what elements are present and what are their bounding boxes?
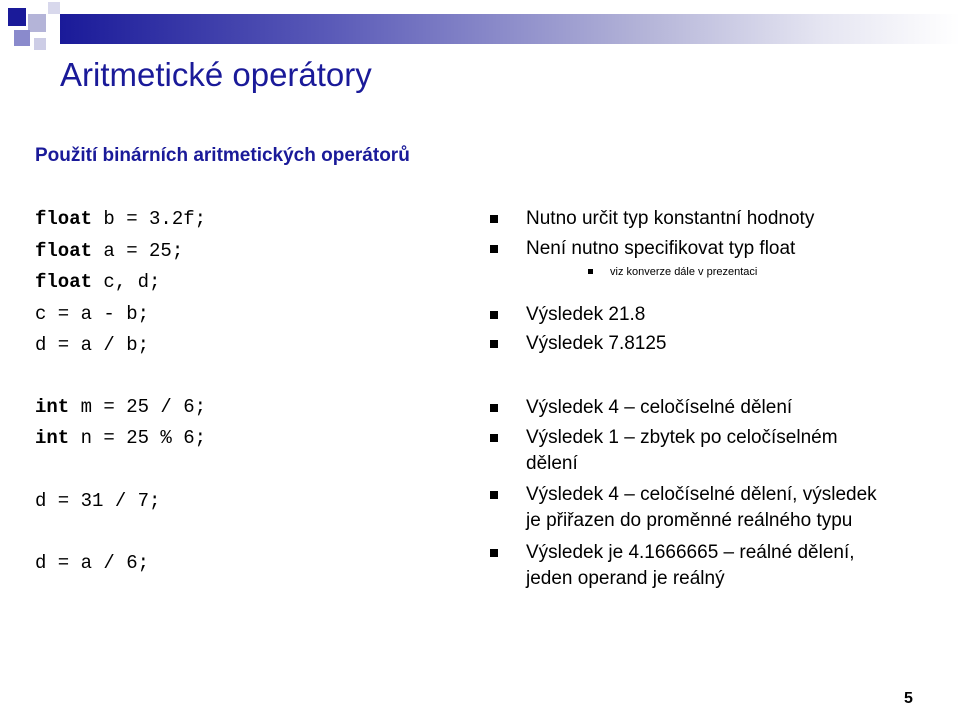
square-bullet-icon [588,269,593,274]
square-bullet-icon [490,549,498,557]
code-line: d = a / b; [35,334,150,356]
decor-square [48,2,60,14]
code-line: float a = 25; [35,240,184,262]
square-bullet-icon [490,340,498,348]
page-number: 5 [904,690,913,707]
slide-subtitle: Použití binárních aritmetických operátorů [35,145,410,166]
square-bullet-icon [490,404,498,412]
code-line: int m = 25 / 6; [35,396,207,418]
code-line: float b = 3.2f; [35,208,207,230]
code-line: d = a / 6; [35,552,150,574]
decor-square [28,14,46,32]
code-line: int n = 25 % 6; [35,427,207,449]
square-bullet-icon [490,311,498,319]
square-bullet-icon [490,491,498,499]
decor-square [14,30,30,46]
header-gradient-bar [60,14,960,44]
square-bullet-icon [490,434,498,442]
code-line: float c, d; [35,271,161,293]
code-line: d = 31 / 7; [35,490,161,512]
square-bullet-icon [490,245,498,253]
code-line: c = a - b; [35,303,150,325]
square-bullet-icon [490,215,498,223]
slide-title: Aritmetické operátory [60,56,372,93]
decor-square [8,8,26,26]
decor-square [34,38,46,50]
